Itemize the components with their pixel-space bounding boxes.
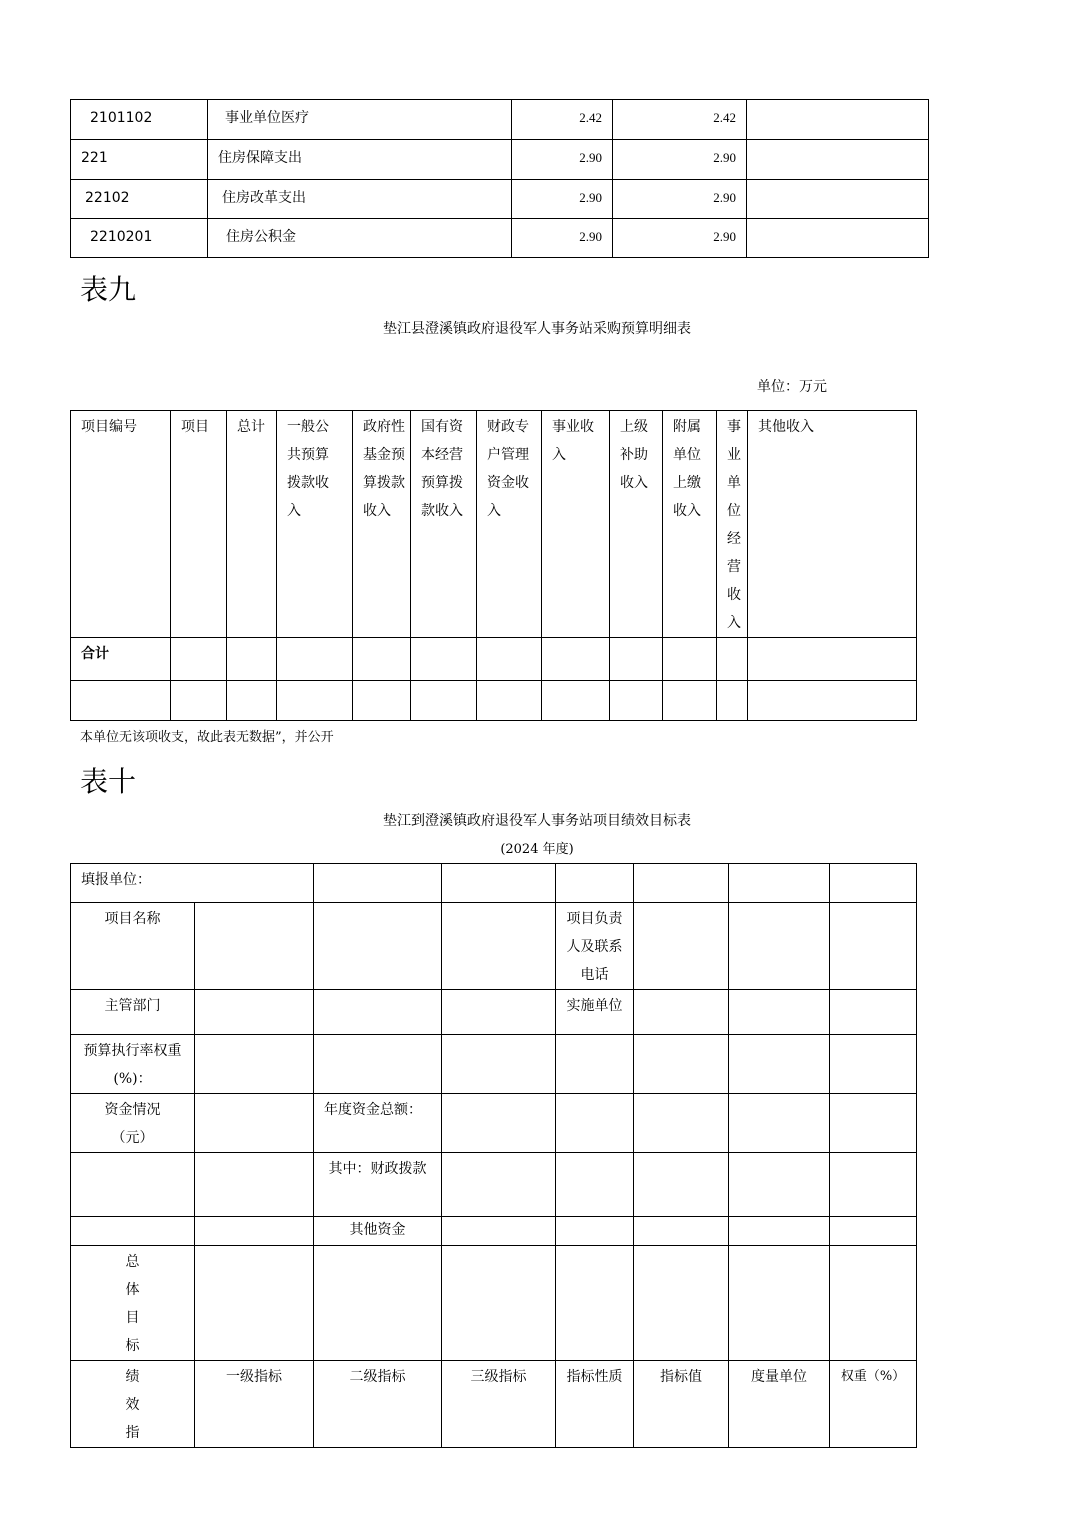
total-label: 合计 (71, 638, 171, 681)
table-row (71, 140, 929, 180)
table10-title: 垫江到澄溪镇政府退役军人事务站项目绩效目标表 (383, 813, 691, 829)
empty-cell (830, 903, 917, 990)
empty-cell (747, 100, 929, 140)
empty-cell (610, 638, 663, 681)
empty-cell (830, 1153, 917, 1217)
empty-cell (729, 1153, 830, 1217)
empty-cell (195, 1217, 314, 1246)
empty-cell (442, 990, 556, 1035)
empty-cell (830, 1217, 917, 1246)
empty-cell (634, 1246, 729, 1361)
table9-title: 垫江县澄溪镇政府退役军人事务站采购预算明细表 (383, 321, 691, 337)
empty-cell (634, 864, 729, 903)
weight-header: 权重（%） (830, 1361, 917, 1448)
empty-cell (556, 1217, 634, 1246)
account-name: 住房改革支出 (208, 180, 512, 219)
col-header-general-budget: 一般公共预算拨款收入 (277, 411, 353, 638)
amount: 2.42 (613, 100, 747, 140)
level2-indicator-header: 二级指标 (314, 1361, 442, 1448)
col-header-special-account: 财政专户管理资金收入 (477, 411, 542, 638)
empty-cell (442, 1217, 556, 1246)
empty-cell (634, 1153, 729, 1217)
empty-cell (411, 681, 477, 721)
empty-cell (442, 1246, 556, 1361)
empty-cell (556, 864, 634, 903)
table-row (71, 1246, 917, 1361)
empty-cell (748, 681, 917, 721)
empty-cell (717, 681, 748, 721)
empty-cell (227, 681, 277, 721)
account-name: 住房公积金 (208, 219, 512, 258)
empty-cell (830, 1035, 917, 1094)
empty-cell (542, 638, 610, 681)
table-row (71, 1035, 917, 1094)
empty-cell (830, 1246, 917, 1361)
empty-cell (277, 681, 353, 721)
table-row (71, 1361, 917, 1448)
col-header-business-income: 事业收入 (542, 411, 610, 638)
account-code: 22102 (71, 180, 208, 219)
level1-indicator-header: 一级指标 (195, 1361, 314, 1448)
header-row (71, 411, 917, 638)
empty-cell (477, 681, 542, 721)
annual-total-label: 年度资金总额： (314, 1094, 442, 1153)
table-row (71, 180, 929, 219)
other-funds-label: 其他资金 (314, 1217, 442, 1246)
overall-goal-label: 总体目标 (71, 1246, 195, 1361)
empty-cell (729, 864, 830, 903)
performance-goal-table (70, 863, 917, 1448)
table10-year: (2024 年度) (500, 842, 574, 857)
indicators-label: 绩效指 (71, 1361, 195, 1448)
empty-cell (747, 180, 929, 219)
account-name: 事业单位医疗 (208, 100, 512, 140)
procurement-budget-table (70, 410, 917, 721)
table10-heading: 表十 (80, 765, 137, 798)
empty-cell (171, 638, 227, 681)
indicator-value-header: 指标值 (634, 1361, 729, 1448)
amount: 2.90 (613, 219, 747, 258)
total-row (71, 638, 917, 681)
unit-label: 单位：万元 (757, 379, 827, 395)
budget-detail-table (70, 99, 929, 258)
empty-cell (556, 1094, 634, 1153)
empty-cell (195, 1153, 314, 1217)
col-header-total: 总计 (227, 411, 277, 638)
empty-cell (717, 638, 748, 681)
empty-cell (634, 903, 729, 990)
empty-cell (748, 638, 917, 681)
table9-heading: 表九 (80, 273, 137, 306)
table-row (71, 1094, 917, 1153)
level3-indicator-header: 三级指标 (442, 1361, 556, 1448)
empty-cell (830, 1094, 917, 1153)
table-row (71, 864, 917, 903)
measure-unit-header: 度量单位 (729, 1361, 830, 1448)
empty-cell (314, 990, 442, 1035)
empty-cell (729, 1035, 830, 1094)
col-header-project: 项目 (171, 411, 227, 638)
empty-cell (314, 903, 442, 990)
empty-cell (610, 681, 663, 721)
amount: 2.90 (512, 140, 613, 180)
account-code: 221 (71, 140, 208, 180)
empty-cell (442, 1153, 556, 1217)
empty-cell (729, 903, 830, 990)
empty-cell (353, 681, 411, 721)
empty-cell (195, 1094, 314, 1153)
empty-cell (747, 219, 929, 258)
indicator-nature-header: 指标性质 (556, 1361, 634, 1448)
col-header-project-code: 项目编号 (71, 411, 171, 638)
empty-cell (71, 681, 171, 721)
amount: 2.90 (613, 140, 747, 180)
empty-cell (227, 638, 277, 681)
fill-unit-label: 填报单位： (71, 864, 314, 903)
empty-cell (195, 990, 314, 1035)
empty-cell (195, 903, 314, 990)
table-row (71, 990, 917, 1035)
table-row (71, 681, 917, 721)
empty-cell (353, 638, 411, 681)
account-code: 2101102 (71, 100, 208, 140)
amount: 2.90 (512, 219, 613, 258)
empty-cell (556, 1035, 634, 1094)
empty-cell (411, 638, 477, 681)
amount: 2.90 (613, 180, 747, 219)
empty-cell (830, 990, 917, 1035)
account-code: 2210201 (71, 219, 208, 258)
budget-rate-label: 预算执行率权重(%)： (71, 1035, 195, 1094)
amount: 2.42 (512, 100, 613, 140)
empty-cell (729, 1217, 830, 1246)
empty-cell (442, 1094, 556, 1153)
project-contact-label: 项目负责人及联系电话 (556, 903, 634, 990)
empty-cell (171, 681, 227, 721)
empty-cell (195, 1035, 314, 1094)
empty-cell (314, 1035, 442, 1094)
empty-cell (556, 1153, 634, 1217)
col-header-other: 其他收入 (748, 411, 917, 638)
empty-cell (729, 990, 830, 1035)
empty-cell (442, 903, 556, 990)
fiscal-appropriation-label: 其中：财政拨款 (314, 1153, 442, 1217)
empty-cell (314, 1246, 442, 1361)
empty-cell (830, 864, 917, 903)
project-name-label: 项目名称 (71, 903, 195, 990)
empty-cell (71, 1153, 195, 1217)
empty-cell (634, 1094, 729, 1153)
empty-cell (556, 1246, 634, 1361)
account-name: 住房保障支出 (208, 140, 512, 180)
empty-cell (195, 1246, 314, 1361)
col-header-state-capital: 国有资本经营预算拨款收入 (411, 411, 477, 638)
col-header-affiliated: 附属单位上缴收入 (663, 411, 717, 638)
empty-cell (663, 681, 717, 721)
empty-cell (542, 681, 610, 721)
empty-cell (277, 638, 353, 681)
col-header-gov-fund: 政府性基金预算拨款收入 (353, 411, 411, 638)
empty-cell (663, 638, 717, 681)
dept-label: 主管部门 (71, 990, 195, 1035)
empty-cell (634, 1035, 729, 1094)
empty-cell (729, 1246, 830, 1361)
empty-cell (634, 1217, 729, 1246)
table-row (71, 1153, 917, 1217)
empty-cell (314, 864, 442, 903)
table-row (71, 219, 929, 258)
empty-cell (442, 864, 556, 903)
table-row (71, 100, 929, 140)
impl-unit-label: 实施单位 (556, 990, 634, 1035)
empty-cell (747, 140, 929, 180)
empty-cell (634, 990, 729, 1035)
col-header-operating: 事业单位经营收入 (717, 411, 748, 638)
empty-cell (477, 638, 542, 681)
table-row (71, 903, 917, 990)
empty-cell (729, 1094, 830, 1153)
table-row (71, 1217, 917, 1246)
table9-note: 本单位无该项收支，故此表无数据”，并公开 (80, 730, 334, 745)
empty-cell (442, 1035, 556, 1094)
empty-cell (71, 1217, 195, 1246)
funds-label: 资金情况（元） (71, 1094, 195, 1153)
col-header-superior-subsidy: 上级补助收入 (610, 411, 663, 638)
amount: 2.90 (512, 180, 613, 219)
